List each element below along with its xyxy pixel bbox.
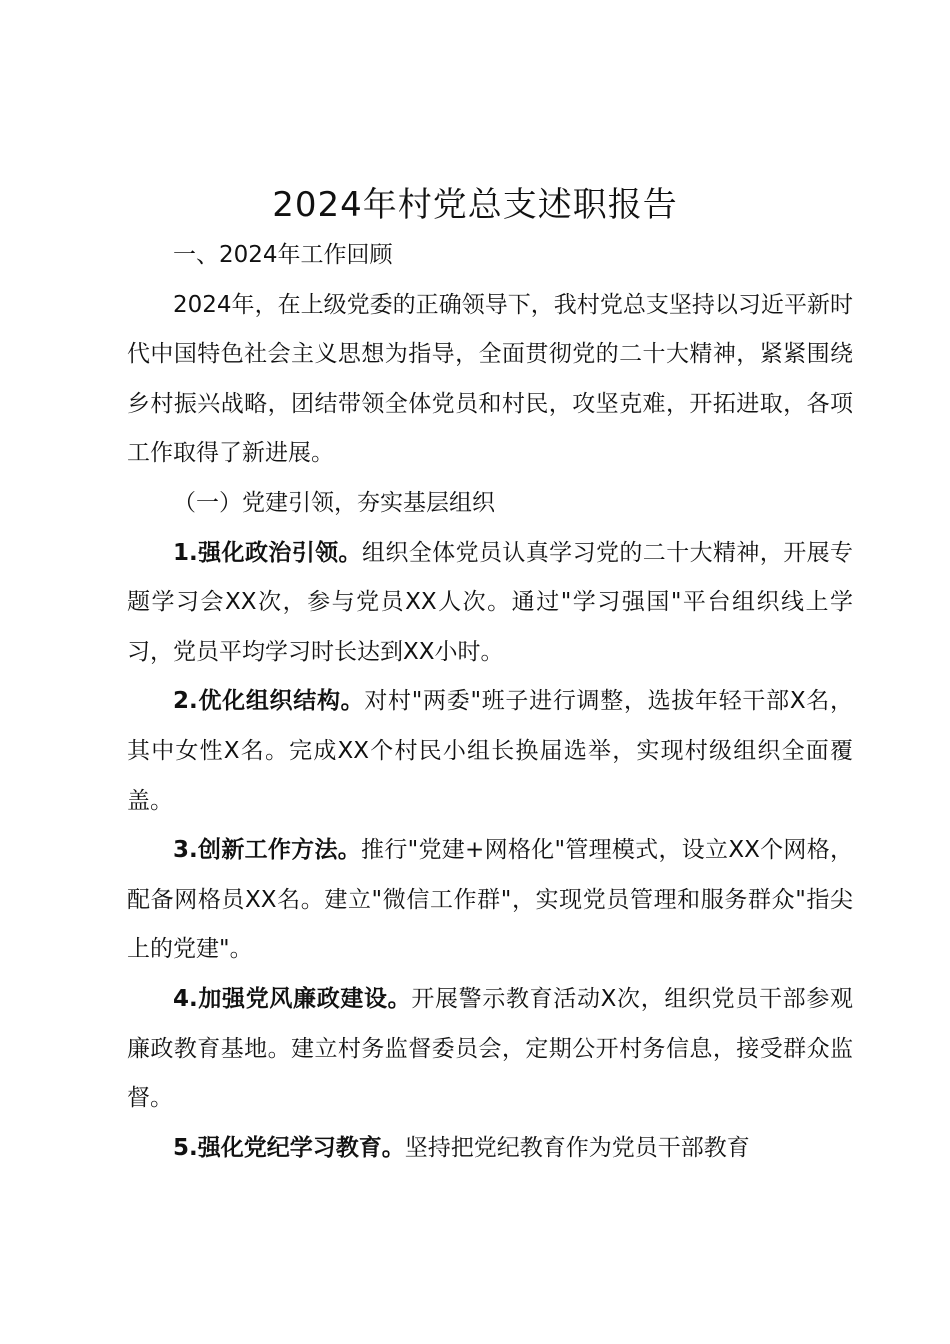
item-lead-3: 3.创新工作方法。	[173, 837, 362, 864]
item-lead-1: 1.强化政治引领。	[173, 539, 362, 566]
item-paragraph-2	[127, 677, 853, 826]
document-body	[127, 231, 853, 1173]
subsection-heading: （一）党建引领，夯实基层组织	[173, 489, 495, 516]
intro-paragraph: 2024年，在上级党委的正确领导下，我村党总支坚持以习近平新时代中国特色社会主义思想为指导，全面贯彻党的二十大精神，紧紧围绕乡村振兴战略，团结带领全体党员和村民，攻坚克难，开拓进取，各项工作取得了新进展。	[127, 291, 853, 467]
item-lead-5: 5.强化党纪学习教育。	[173, 1134, 405, 1161]
item-text-5: 坚持把党纪教育作为党员干部教育	[404, 1134, 750, 1161]
document-title: 2024年村党总支述职报告	[272, 185, 678, 225]
item-paragraph-3	[127, 826, 853, 975]
item-paragraph-5	[127, 1124, 853, 1174]
item-paragraph-4	[127, 975, 853, 1124]
item-lead-4: 4.加强党风廉政建设。	[173, 985, 412, 1012]
item-lead-2: 2.优化组织结构。	[173, 688, 365, 715]
item-paragraph-1	[127, 529, 853, 678]
section-heading: 一、2024年工作回顾	[173, 242, 393, 268]
item-text-2: 对村"两委"班子进行调整，选拔年轻干部X名，其中女性X名。完成XX个村民小组长换届选举，实现村级组织全面覆盖。	[127, 688, 853, 814]
item-text-1: 组织全体党员认真学习党的二十大精神，开展专题学习会XX次，参与党员XX人次。通过"学习强国"平台组织线上学习，党员平均学习时长达到XX小时。	[127, 539, 854, 665]
item-text-4: 开展警示教育活动X次，组织党员干部参观廉政教育基地。建立村务监督委员会，定期公开村务信息，接受群众监督。	[127, 985, 853, 1112]
item-text-3: 推行"党建+网格化"管理模式，设立XX个网格，配备网格员XX名。建立"微信工作群"，实现党员管理和服务群众"指尖上的党建"。	[127, 837, 853, 963]
